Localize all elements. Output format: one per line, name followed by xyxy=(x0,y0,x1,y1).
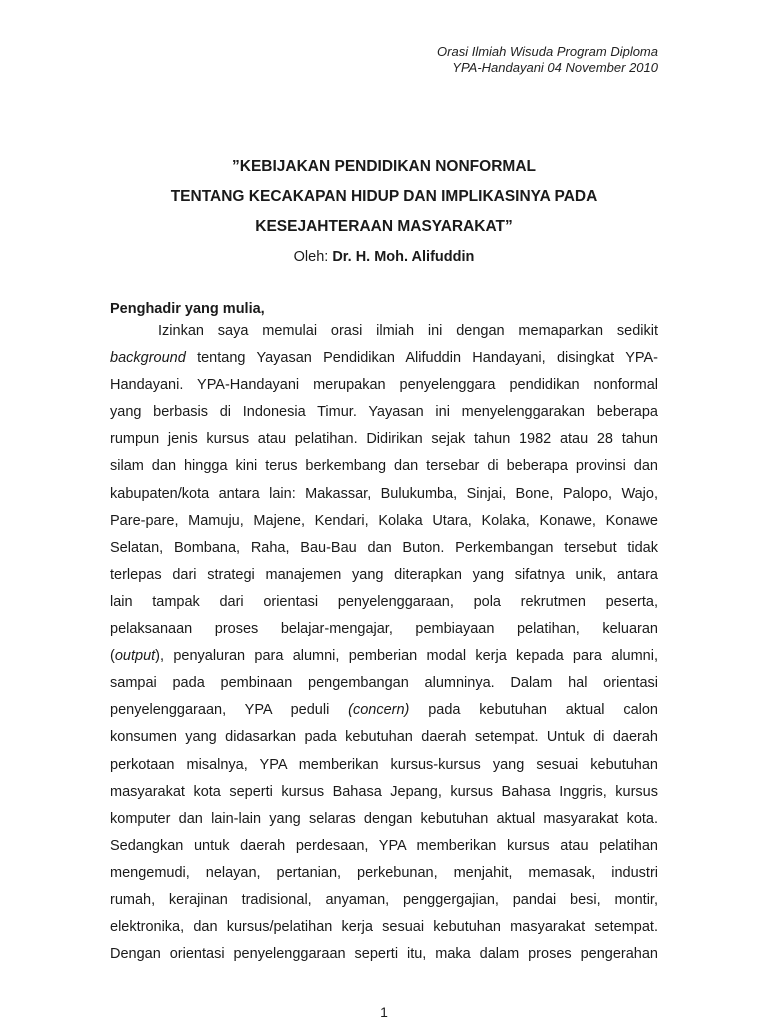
document-title xyxy=(110,152,658,242)
body-line: Izinkan saya memulai orasi ilmiah ini dengan memaparkan sedikit xyxy=(158,323,658,339)
body-line: Selatan, Bombana, Raha, Bau-Bau dan Buton. Perkembangan tersebut tidak xyxy=(110,539,658,556)
body-line: sampai pada pembinaan pengembangan alumninya. Dalam hal orientasi xyxy=(110,675,658,692)
title-line-1: ”KEBIJAKAN PENDIDIKAN NONFORMAL xyxy=(232,158,536,175)
body-line: Sedangkan untuk daerah perdesaan, YPA memberikan kursus atau pelatihan xyxy=(110,837,658,854)
body-line: mengemudi, nelayan, pertanian, perkebunan, menjahit, memasak, industri xyxy=(110,864,658,881)
body-emphasis: output xyxy=(114,648,156,665)
header-line-1: Orasi Ilmiah Wisuda Program Diploma xyxy=(437,44,658,59)
author-label: Oleh: xyxy=(293,249,333,265)
body-line: lain tampak dari orientasi penyelenggaraan, pola rekrutmen peserta, xyxy=(110,593,658,610)
body-emphasis: background xyxy=(110,350,186,367)
salutation: Penghadir yang mulia, xyxy=(110,301,265,317)
body-line: silam dan hingga kini terus berkembang dan tersebar di beberapa provinsi dan xyxy=(110,458,658,475)
body-line: rumpun jenis kursus atau pelatihan. Didirikan sejak tahun 1982 atau 28 tahun xyxy=(110,431,658,448)
body-line: pelaksanaan proses belajar-mengajar, pembiayaan pelatihan, keluaran xyxy=(110,621,658,638)
body-line: perkotaan misalnya, YPA memberikan kursus-kursus yang sesuai kebutuhan xyxy=(110,756,658,773)
body-line: komputer dan lain-lain yang selaras dengan kebutuhan aktual masyarakat kota. xyxy=(110,810,658,827)
body-line: penyelenggaraan, YPA peduli (concern) pada kebutuhan aktual calon xyxy=(110,702,658,719)
body-line: terlepas dari strategi manajemen yang diterapkan yang sifatnya unik, antara xyxy=(110,566,658,583)
body-line: kabupaten/kota antara lain: Makassar, Bulukumba, Sinjai, Bone, Palopo, Wajo, xyxy=(110,485,658,502)
body-emphasis: (concern) xyxy=(348,702,410,719)
author-line xyxy=(110,247,658,267)
body-line: (output), penyaluran para alumni, pemberian modal kerja kepada para alumni, xyxy=(110,648,658,665)
body-line: elektronika, dan kursus/pelatihan kerja sesuai kebutuhan masyarakat setempat. xyxy=(110,919,658,936)
title-line-2: TENTANG KECAKAPAN HIDUP DAN IMPLIKASINYA PADA xyxy=(170,188,598,205)
body-line: Dengan orientasi penyelenggaraan seperti itu, maka dalam proses pengerahan xyxy=(110,946,658,963)
body-line: rumah, kerajinan tradisional, anyaman, penggergajian, pandai besi, montir, xyxy=(110,891,658,908)
body-line: konsumen yang didasarkan pada kebutuhan daerah setempat. Untuk di daerah xyxy=(110,729,658,746)
body-line: Pare-pare, Mamuju, Majene, Kendari, Kolaka Utara, Kolaka, Konawe, Konawe xyxy=(110,512,658,529)
body-paragraph xyxy=(110,318,658,968)
body-line: yang berbasis di Indonesia Timur. Yayasan ini menyelenggarakan beberapa xyxy=(110,404,658,421)
body-line: background tentang Yayasan Pendidikan Alifuddin Handayani, disingkat YPA- xyxy=(110,350,658,367)
body-line: Handayani. YPA-Handayani merupakan penyelenggara pendidikan nonformal xyxy=(110,377,658,394)
header-line-2: YPA-Handayani 04 November 2010 xyxy=(452,60,658,75)
author-name: Dr. H. Moh. Alifuddin xyxy=(332,249,475,265)
body-line: masyarakat kota seperti kursus Bahasa Jepang, kursus Bahasa Inggris, kursus xyxy=(110,783,658,800)
page-header xyxy=(437,44,658,76)
title-line-3: KESEJAHTERAAN MASYARAKAT” xyxy=(255,218,513,235)
page-number: 1 xyxy=(380,1004,388,1020)
